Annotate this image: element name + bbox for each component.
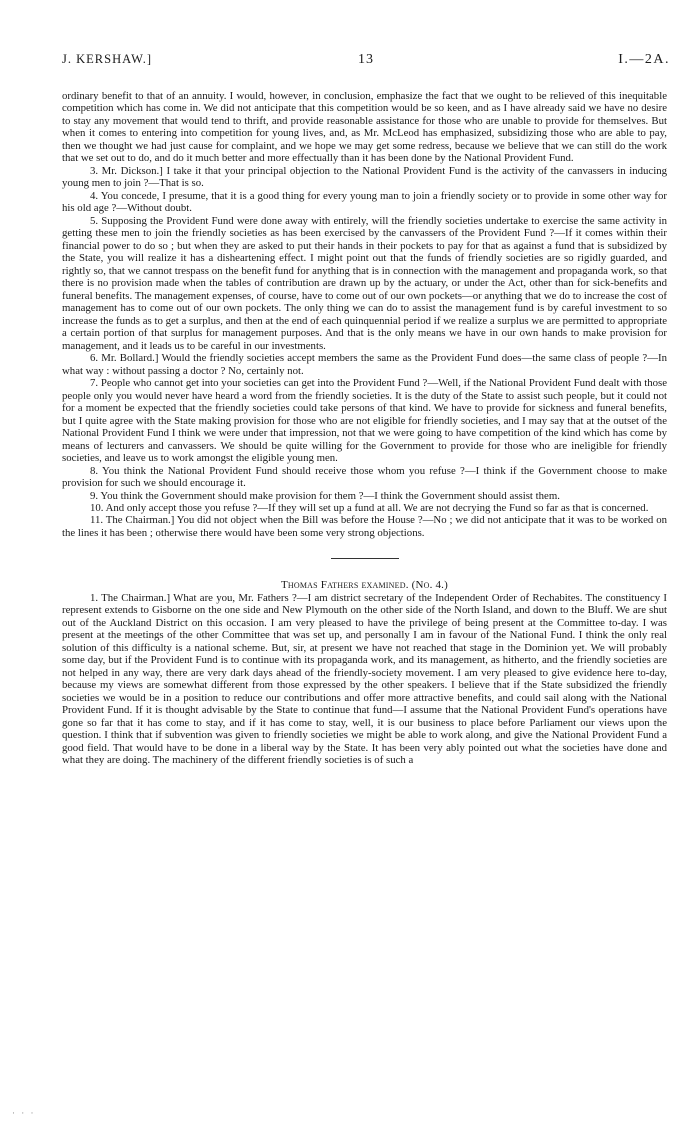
header-speaker: J. KERSHAW.] — [62, 52, 153, 66]
page-number: 13 — [358, 52, 374, 67]
question-paragraph: 11. The Chairman.] You did not object when the Bill was before the House ?—No ; we did not anticipate that it was to be worked on the lines it has been ; otherwise there would have been some very strong objections. — [62, 514, 667, 539]
question-paragraph: 9. You think the Government should make provision for them ?—I think the Government should assist them. — [90, 489, 560, 502]
question-paragraph: 5. Supposing the Provident Fund were done away with entirely, will the friendly societies undertake to exercise the same activity in getting these men to join the friendly societies as has been exercised by the canvassers of the Provident Fund ?—If it comes within their financial power to do so ; but when they are asked to put their hands in their pockets to pay for that as against a fund that is subsidized by the State, you will realize it has a disheartening effect. I might point out that the funds of friendly societies are so rigidly guarded, and rightly so, that we cannot trespass on the benefit fund for anything that is in connection with the management and propaganda work, so that there is no provision made when the tables of contribution are drawn up by the actuary, or under the Act, other than for sick-benefits and funeral benefits. The management expenses, of course, have to come out of our own pockets—or anything that we do to increase the cost of management has to come out of our own pockets. The only thing we can do to assist the management fund is by careful investment to so increase the funds as to get a surplus, and then at the end of each quinquennial period if we realize a surplus we are permitted to appropriate a certain portion of that surplus for management purposes. And that is the only means we have in our own hands to make provision for management, and it leads us to be careful in our investments. — [62, 214, 667, 352]
question-paragraph: 4. You concede, I presume, that it is a good thing for every young man to join a friendly society or to provide in some other way for his old age ?—Without doubt. — [62, 189, 667, 215]
question-paragraph: 1. The Chairman.] What are you, Mr. Fathers ?—I am district secretary of the Independent Order of Rechabites. The constituency I represent extends to Gisborne on the one side and New Plymouth on the other side of the North Island, and down to the Bluff. We are shut out of the Auckland District on this occasion. I am very pleased to have the privilege of being present at the Committee to-day. I was present at the meetings of the other Committee that was set up, and personally I am in favour of the National Fund. I think the only real solution of this difficulty is a national scheme. But, sir, at present we have not reached that stage in the Dominion yet. We will probably some day, but if the Provident Fund is to continue with its propaganda work, and its management, as hitherto, and the friendly societies are not helped in any way, there are very dark days ahead of the friendly-society movement. I am very pleased to give evidence here to-day, because my views are somewhat different from those expressed by the other speakers. I believe that if the State subsidized the friendly societies we would be in a position to reduce our contributions and offer more attractive benefits, and could sail along with the National Provident Fund. If it is thought advisable by the State to continue that fund—I assume that the National Provident Fund's operations have gone so far that it has come to stay, and if it has come to stay, well, it is our business to place before Parliament our views upon the question. I think that if subvention was given to friendly societies we might be able to work along, and give the National Provident Fund a good field. That would have to be done in a liberal way by the State. It has been very ably pointed out what the societies have done and what they are doing. The machinery of the different friendly societies is of such a — [62, 591, 667, 767]
question-paragraph: 7. People who cannot get into your societies can get into the Provident Fund ?—Well, if the National Provident Fund dealt with those people only you would never have heard a word from the friendly societies. It is the duty of the State to assist such people, but it could not for a moment be expected that the friendly societies could take persons of that kind. We have to provide for sickness and funeral benefits, but I quite agree with the State making provision for those who are not eligible for friendly societies, and I may say that at the outset of the National Provident Fund I think we were under that impression, not that we were going to have competition of the kind which has come by means of lecturers and canvassers. We should be quite willing for the Government to provide for those who are ineligible for friendly societies, and leave us to work amongst the eligible young men. — [62, 377, 667, 465]
document-reference: I.—2A. — [618, 52, 670, 67]
document-body — [62, 90, 667, 767]
margin-marks: · · · — [12, 1108, 36, 1118]
question-paragraph: 10. And only accept those you refuse ?—If they will set up a fund at all. We are not decrying the Fund so far as that is concerned. — [90, 501, 649, 514]
section-heading: Thomas Fathers examined. (No. 4.) — [280, 579, 448, 592]
section-divider — [331, 558, 399, 559]
question-paragraph: 6. Mr. Bollard.] Would the friendly societies accept members the same as the Provident Fund does—the same class of people ?—In what way : without passing a doctor ? No, certainly not. — [62, 352, 667, 377]
page-header — [62, 52, 670, 70]
paragraph-continuation: ordinary benefit to that of an annuity. I would, however, in conclusion, emphasize the fact that we ought to be relieved of this inequitable competition which has come in. We did not anticipate that this competition would be so keen, and as I have already said we have no desire to stay any movement that would tend to thrift, and provide reasonable assistance for those who are unable to provide for themselves. But when it comes to entering into competition for young lives, and, as Mr. McLeod has emphasized, subsidizing those who are able to pay, then we thought we had just cause for complaint, and we hope we may get some redress, because we believe that we can still do the work that we set out to do, and do it much better and more effectually than it has been done by the National Provident Fund. — [62, 90, 667, 165]
question-paragraph: 8. You think the National Provident Fund should receive those whom you refuse ?—I think if the Government choose to make provision for such we should encourage it. — [62, 464, 667, 490]
question-paragraph: 3. Mr. Dickson.] I take it that your principal objection to the National Provident Fund is the activity of the canvassers in inducing young men to join ?—That is so. — [62, 164, 667, 190]
